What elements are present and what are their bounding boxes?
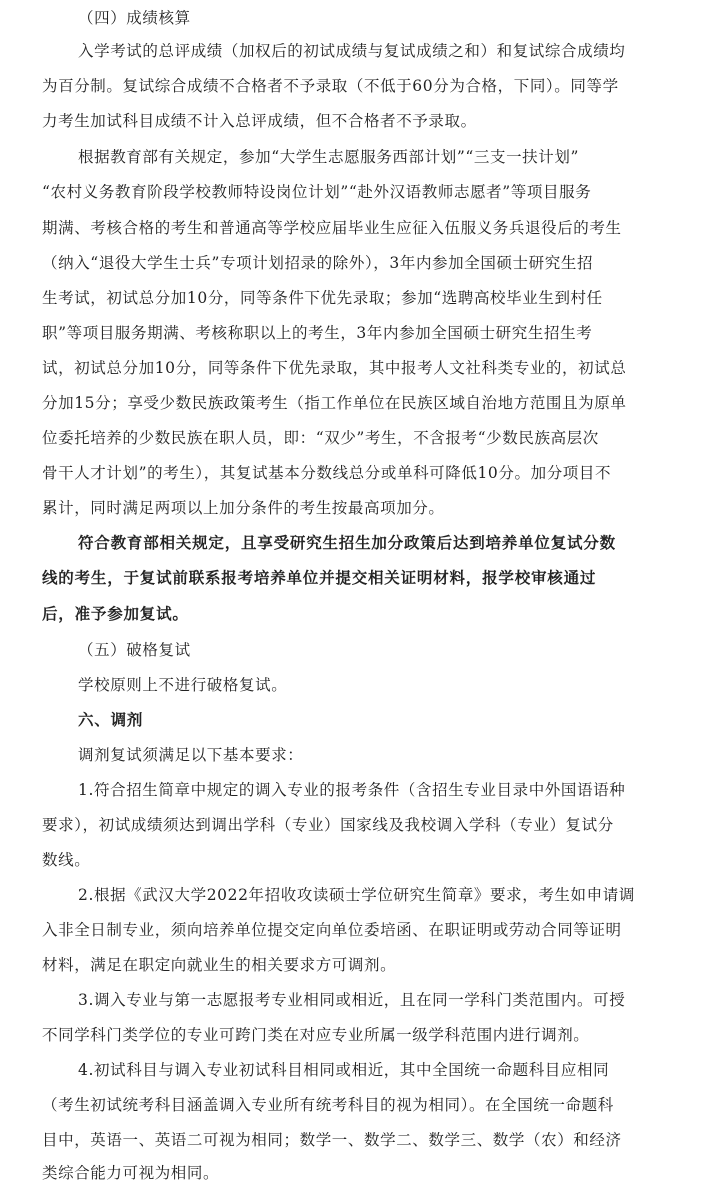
- section-heading-exceptional-retest: （五）破格复试: [78, 641, 191, 659]
- list-item-line: 3.调入专业与第一志愿报考专业相同或相近，且在同一学科门类范围内。可授: [78, 991, 626, 1009]
- paragraph-line: 生考试，初试总分加10分，同等条件下优先录取；参加“选聘高校毕业生到村任: [42, 289, 603, 307]
- list-item-line: 入非全日制专业，须向培养单位提交定向单位委培函、在职证明或劳动合同等证明: [42, 921, 622, 939]
- paragraph-line: “农村义务教育阶段学校教师特设岗位计划”“赴外汉语教师志愿者”等项目服务: [42, 183, 592, 201]
- paragraph-line: 分加15分；享受少数民族政策考生（指工作单位在民族区域自治地方范围且为原单: [42, 394, 627, 412]
- list-item-line: （考生初试统考科目涵盖调入专业所有统考科目的视为相同）。在全国统一命题科: [42, 1096, 614, 1114]
- list-item-line: 不同学科门类学位的专业可跨门类在对应专业所属一级学科范围内进行调剂。: [42, 1026, 590, 1044]
- paragraph-line: 累计，同时满足两项以上加分条件的考生按最高项加分。: [42, 499, 445, 517]
- paragraph-line: 骨干人才计划”的考生），其复试基本分数线总分或单科可降低10分。加分项目不: [42, 464, 612, 482]
- paragraph-line: 入学考试的总评成绩（加权后的初试成绩与复试成绩之和）和复试综合成绩均: [78, 42, 626, 60]
- bold-paragraph-line: 后，准予参加复试。: [42, 604, 189, 623]
- paragraph-line: 根据教育部有关规定，参加“大学生志愿服务西部计划”“三支一扶计划”: [78, 148, 579, 166]
- paragraph-line: 调剂复试须满足以下基本要求：: [78, 746, 304, 764]
- paragraph-line: 力考生加试科目成绩不计入总评成绩，但不合格者不予录取。: [42, 112, 477, 130]
- section-heading-adjustment: 六、调剂: [78, 710, 144, 729]
- section-heading-score-calculation: （四）成绩核算: [78, 9, 191, 27]
- list-item-line: 类综合能力可视为相同。: [42, 1164, 220, 1182]
- paragraph-line: 期满、考核合格的考生和普通高等学校应届毕业生应征入伍服义务兵退役后的考生: [42, 219, 622, 237]
- paragraph-line: 职”等项目服务期满、考核称职以上的考生，3年内参加全国硕士研究生招生考: [42, 324, 593, 342]
- bold-paragraph-line: 符合教育部相关规定，且享受研究生招生加分政策后达到培养单位复试分数: [78, 533, 616, 552]
- paragraph-line: 试，初试总分加10分，同等条件下优先录取，其中报考人文社科类专业的，初试总: [42, 359, 627, 377]
- paragraph-line: 为百分制。复试综合成绩不合格者不予录取（不低于60分为合格，下同）。同等学: [42, 77, 619, 95]
- list-item-line: 材料，满足在职定向就业生的相关要求方可调剂。: [42, 956, 397, 974]
- list-item-line: 数线。: [42, 851, 91, 869]
- list-item-line: 2.根据《武汉大学2022年招收攻读硕士学位研究生简章》要求，考生如申请调: [78, 886, 635, 904]
- list-item-line: 要求），初试成绩须达到调出学科（专业）国家线及我校调入学科（专业）复试分: [42, 816, 614, 834]
- list-item-line: 目中，英语一、英语二可视为相同；数学一、数学二、数学三、数学（农）和经济: [42, 1131, 622, 1149]
- bold-paragraph-line: 线的考生，于复试前联系报考培养单位并提交相关证明材料，报学校审核通过: [42, 568, 597, 587]
- list-item-line: 4.初试科目与调入专业初试科目相同或相近，其中全国统一命题科目应相同: [78, 1061, 610, 1079]
- paragraph-line: （纳入“退役大学生士兵”专项计划招录的除外），3年内参加全国硕士研究生招: [42, 254, 594, 272]
- paragraph-line: 位委托培养的少数民族在职人员，即：“双少”考生，不含报考“少数民族高层次: [42, 429, 599, 447]
- list-item-line: 1.符合招生简章中规定的调入专业的报考条件（含招生专业目录中外国语语种: [78, 781, 626, 799]
- paragraph-line: 学校原则上不进行破格复试。: [78, 676, 288, 694]
